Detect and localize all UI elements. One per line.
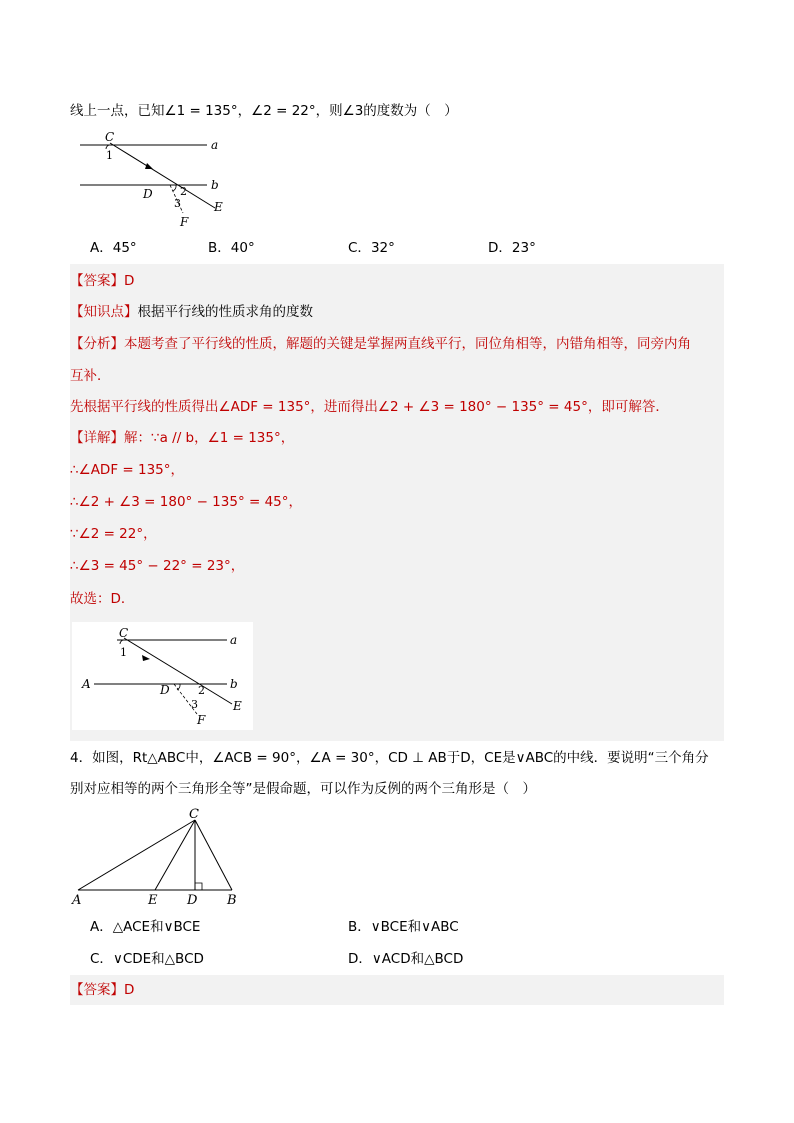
fig2-label-2: 2 xyxy=(198,684,205,697)
fig1-label-D: D xyxy=(143,187,153,201)
q3-solution-figure xyxy=(72,622,253,730)
q4-option-a[interactable]: A．△ACE和∨BCE xyxy=(90,919,201,935)
fig2-label-1: 1 xyxy=(120,646,127,659)
fig1-label-b: b xyxy=(211,178,219,192)
fig1-label-F: F xyxy=(180,215,189,229)
fig2-label-F: F xyxy=(197,713,206,727)
q3-option-b[interactable]: B．40° xyxy=(208,240,255,256)
side-BC xyxy=(195,820,232,890)
q4-answer: 【答案】D xyxy=(70,982,135,998)
fig2-label-3: 3 xyxy=(191,698,198,711)
q3-detail-line5: ∴∠3 = 45° − 22° = 23°， xyxy=(70,558,245,574)
fig2-label-E: E xyxy=(233,699,242,713)
q4-stem-line2: 别对应相等的两个三角形全等”是假命题，可以作为反例的两个三角形是（ ） xyxy=(70,781,536,797)
q3-detail-line1: 【详解】解：∵a // b，∠1 = 135°， xyxy=(70,430,295,446)
q3-figure xyxy=(70,128,240,230)
q3-stem: 线上一点，已知∠1 = 135°，∠2 = 22°，则∠3的度数为（ ） xyxy=(70,103,458,119)
fig1-label-C: C xyxy=(105,130,115,144)
right-angle-mark xyxy=(195,883,202,890)
q4-figure xyxy=(70,808,245,908)
q4-option-b[interactable]: B．∨BCE和∨ABC xyxy=(348,919,459,935)
fig1-label-3: 3 xyxy=(174,197,181,210)
fig2-label-D: D xyxy=(160,683,170,697)
fig2-label-a: a xyxy=(230,633,238,647)
q4-option-d[interactable]: D．∨ACD和△BCD xyxy=(348,951,464,967)
q3-analysis-line2: 互补． xyxy=(70,368,111,384)
fig1-label-2: 2 xyxy=(180,185,187,198)
fig3-label-E: E xyxy=(148,893,158,908)
fig1-label-a: a xyxy=(211,138,219,152)
q3-detail-line6: 故选：D． xyxy=(70,591,135,607)
q3-option-a[interactable]: A．45° xyxy=(90,240,137,256)
fig1-label-E: E xyxy=(214,200,223,214)
fig3-label-C: C xyxy=(189,808,199,822)
q4-answer-box xyxy=(70,975,724,1005)
q3-knowledge-point: 【知识点】根据平行线的性质求角的度数 xyxy=(70,304,313,320)
q3-option-d[interactable]: D．23° xyxy=(488,240,536,256)
fig2-label-b: b xyxy=(230,677,238,691)
fig1-label-1: 1 xyxy=(106,149,113,162)
q3-detail-line4: ∵∠2 = 22°， xyxy=(70,526,157,542)
q4-option-c[interactable]: C．∨CDE和△BCD xyxy=(90,951,204,967)
median-CE xyxy=(155,820,195,890)
q3-option-c[interactable]: C．32° xyxy=(348,240,395,256)
line-CE xyxy=(110,143,215,208)
arrow-head xyxy=(145,163,153,169)
q3-analysis-line3: 先根据平行线的性质得出∠ADF = 135°，进而得出∠2 + ∠3 = 180° − 135° = 45°，即可解答． xyxy=(70,399,669,415)
fig2-label-A: A xyxy=(82,677,91,691)
side-AC xyxy=(78,820,195,890)
fig3-label-D: D xyxy=(187,893,198,908)
fig3-label-A: A xyxy=(72,893,82,908)
q3-detail-line2: ∴∠ADF = 135°， xyxy=(70,462,184,478)
q3-analysis-line1: 【分析】本题考查了平行线的性质，解题的关键是掌握两直线平行，同位角相等，内错角相等，同旁内角 xyxy=(70,336,691,352)
q4-stem-line1: 4．如图，Rt△ABC中，∠ACB = 90°，∠A = 30°，CD ⊥ AB于D，CE是∨ABC的中线．要说明“三个角分 xyxy=(70,750,709,766)
fig2-label-C: C xyxy=(119,626,129,640)
fig3-label-B: B xyxy=(227,893,237,908)
q3-detail-line3: ∴∠2 + ∠3 = 180° − 135° = 45°， xyxy=(70,494,303,510)
q3-answer: 【答案】D xyxy=(70,273,135,289)
